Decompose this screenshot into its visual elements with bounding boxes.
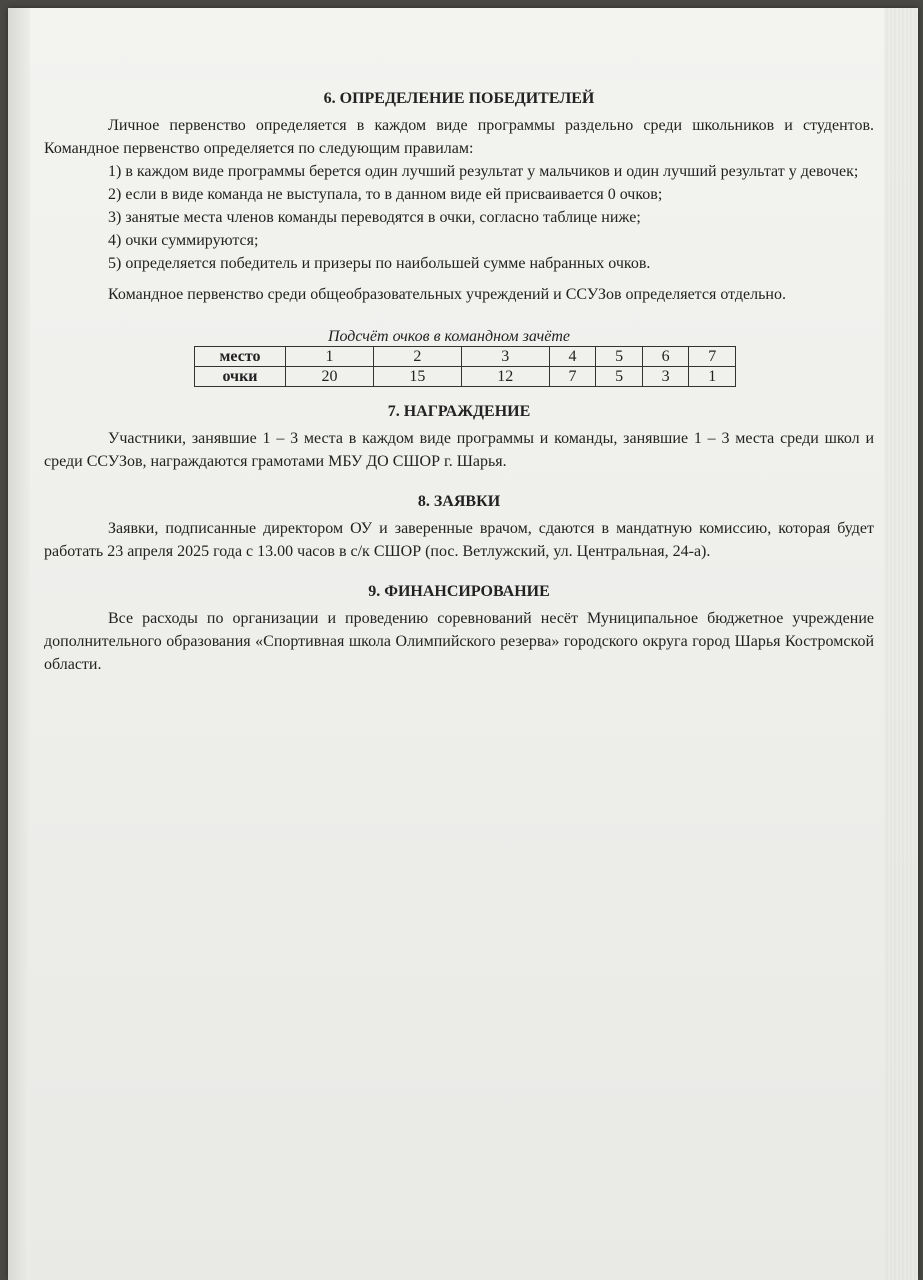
section-title-financing: 9. ФИНАНСИРОВАНИЕ (368, 583, 550, 600)
rule-item-3: 3) занятые места членов команды переводятся в очки, согласно таблице ниже; (108, 209, 641, 226)
winners-intro: Личное первенство определяется в каждом виде программы раздельно среди школьников и студентов. Командное первенство определяется по следующим правилам: (44, 117, 874, 157)
points-cell: 1 (689, 367, 736, 387)
section-title-winners: 6. ОПРЕДЕЛЕНИЕ ПОБЕДИТЕЛЕЙ (323, 90, 595, 107)
points-row-label: очки (195, 367, 286, 387)
paper-sheet (8, 8, 918, 1280)
place-cell: 3 (461, 347, 549, 367)
points-cell: 12 (461, 367, 549, 387)
table-caption: Подсчёт очков в командном зачёте (327, 328, 571, 345)
section-title-awards: 7. НАГРАЖДЕНИЕ (387, 403, 531, 420)
document-body (44, 88, 874, 676)
place-cell: 6 (642, 347, 689, 367)
place-cell: 2 (373, 347, 461, 367)
points-cell: 7 (549, 367, 596, 387)
place-cell: 7 (689, 347, 736, 367)
points-cell: 3 (642, 367, 689, 387)
table-row-points (195, 367, 736, 387)
section-title-applications: 8. ЗАЯВКИ (417, 493, 501, 510)
paper-left-shadow (8, 8, 30, 1280)
place-cell: 4 (549, 347, 596, 367)
points-cell: 20 (286, 367, 374, 387)
points-cell: 15 (373, 367, 461, 387)
table-row-places (195, 347, 736, 367)
place-cell: 5 (596, 347, 643, 367)
awards-text: Участники, занявшие 1 – 3 места в каждом виде программы и команды, занявшие 1 – 3 места среди школ и среди ССУЗов, награждаются грамотами МБУ ДО СШОР г. Шарья. (44, 430, 874, 470)
score-table (194, 346, 736, 387)
rule-item-1: 1) в каждом виде программы берется один лучший результат у мальчиков и один лучший результат у девочек; (108, 163, 859, 180)
winners-note: Командное первенство среди общеобразовательных учреждений и ССУЗов определяется отдельно. (108, 286, 786, 303)
paper-stack-edge (884, 8, 918, 1280)
place-row-label: место (195, 347, 286, 367)
points-cell: 5 (596, 367, 643, 387)
rule-item-4: 4) очки суммируются; (108, 232, 259, 249)
financing-text: Все расходы по организации и проведению соревнований несёт Муниципальное бюджетное учреждение дополнительного образования «Спортивная школа Олимпийского резерва» городского округа город Шарья Костромской области. (44, 610, 874, 673)
place-cell: 1 (286, 347, 374, 367)
rule-item-2: 2) если в виде команда не выступала, то в данном виде ей присваивается 0 очков; (108, 186, 663, 203)
rule-item-5: 5) определяется победитель и призеры по наибольшей сумме набранных очков. (108, 255, 651, 272)
applications-text: Заявки, подписанные директором ОУ и заверенные врачом, сдаются в мандатную комиссию, которая будет работать 23 апреля 2025 года с 13.00 часов в с/к СШОР (пос. Ветлужский, ул. Центральная, 24-а). (44, 520, 874, 560)
